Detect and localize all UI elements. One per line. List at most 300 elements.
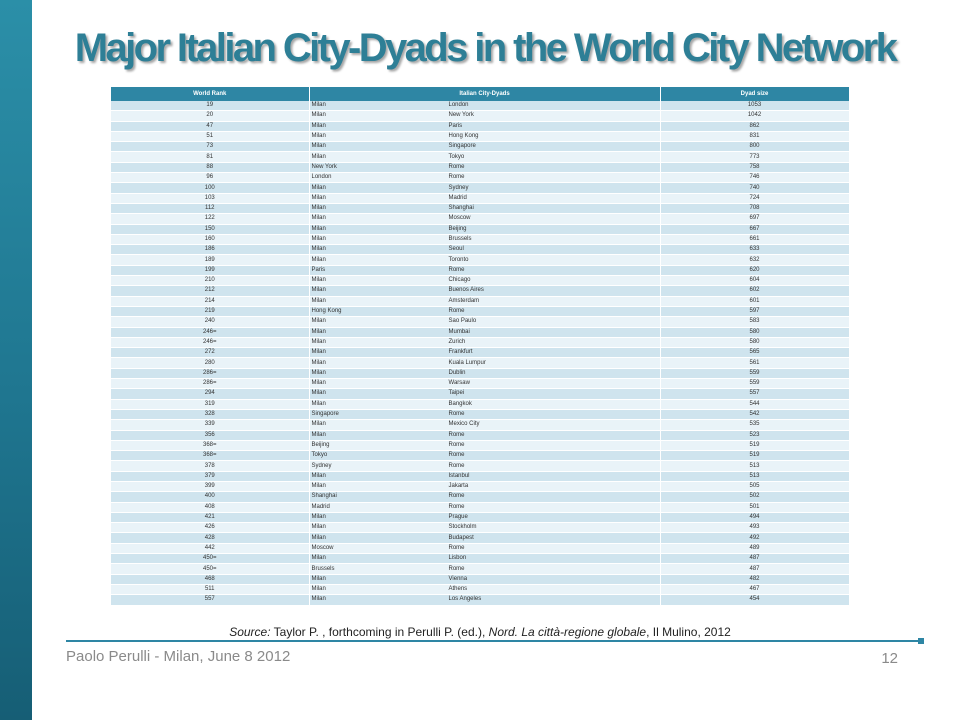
cell-dyad-size: 557 — [660, 389, 849, 399]
cell-city-1: Milan — [311, 514, 326, 521]
cell-dyad-pair — [309, 471, 660, 481]
table-row — [111, 348, 849, 358]
cell-world-rank: 81 — [111, 152, 309, 162]
cell-city-2: Warsaw — [448, 380, 470, 387]
cell-world-rank: 103 — [111, 193, 309, 203]
cell-city-1: Brussels — [311, 565, 335, 572]
cell-world-rank: 319 — [111, 399, 309, 409]
cell-city-2: Stockholm — [448, 524, 477, 531]
footer-author-date: Paolo Perulli - Milan, June 8 2012 — [66, 648, 291, 665]
cell-city-1: Hong Kong — [311, 308, 342, 315]
cell-dyad-pair — [309, 543, 660, 553]
footer-divider — [66, 640, 920, 642]
cell-city-2: Rome — [448, 174, 465, 181]
cell-city-2: New York — [448, 112, 474, 119]
cell-world-rank: 286= — [111, 379, 309, 389]
cell-dyad-pair — [309, 440, 660, 450]
cell-dyad-pair — [309, 574, 660, 584]
cell-world-rank: 212 — [111, 286, 309, 296]
table-row — [111, 430, 849, 440]
table-row — [111, 389, 849, 399]
cell-dyad-size: 580 — [660, 327, 849, 337]
cell-city-1: Milan — [311, 400, 326, 407]
cell-city-2: Mumbai — [448, 328, 470, 335]
cell-world-rank: 160 — [111, 234, 309, 244]
cell-world-rank: 47 — [111, 121, 309, 131]
cell-dyad-size: 583 — [660, 317, 849, 327]
cell-city-1: Beijing — [311, 441, 330, 448]
cell-world-rank: 122 — [111, 214, 309, 224]
cell-dyad-size: 523 — [660, 430, 849, 440]
cell-dyad-pair — [309, 512, 660, 522]
cell-dyad-pair — [309, 296, 660, 306]
source-citation — [40, 625, 920, 639]
table-row — [111, 152, 849, 162]
cell-city-2: Rome — [448, 411, 465, 418]
cell-world-rank: 379 — [111, 471, 309, 481]
cell-city-1: Milan — [311, 359, 326, 366]
cell-dyad-size: 620 — [660, 265, 849, 275]
cell-dyad-size: 559 — [660, 379, 849, 389]
cell-city-2: Frankfurt — [448, 349, 473, 356]
table-row — [111, 543, 849, 553]
cell-city-2: Rome — [448, 163, 465, 170]
cell-city-1: Milan — [311, 483, 326, 490]
cell-city-2: Taipei — [448, 390, 465, 397]
cell-dyad-pair — [309, 523, 660, 533]
cell-dyad-size: 773 — [660, 152, 849, 162]
cell-dyad-size: 467 — [660, 584, 849, 594]
cell-city-2: Mexico City — [448, 421, 480, 428]
cell-city-2: Tokyo — [448, 153, 465, 160]
cell-world-rank: 51 — [111, 131, 309, 141]
cell-dyad-size: 487 — [660, 564, 849, 574]
table-row — [111, 265, 849, 275]
cell-city-2: Rome — [448, 503, 465, 510]
cell-city-1: Milan — [311, 133, 326, 140]
cell-dyad-size: 489 — [660, 543, 849, 553]
cell-dyad-size: 487 — [660, 554, 849, 564]
cell-dyad-pair — [309, 533, 660, 543]
cell-dyad-pair — [309, 554, 660, 564]
cell-city-1: Milan — [311, 555, 326, 562]
cell-city-1: Milan — [311, 287, 326, 294]
cell-dyad-pair — [309, 584, 660, 594]
cell-dyad-pair — [309, 327, 660, 337]
table-row — [111, 574, 849, 584]
cell-dyad-pair — [309, 595, 660, 605]
cell-dyad-pair — [309, 162, 660, 172]
cell-city-1: Milan — [311, 184, 326, 191]
cell-city-1: Tokyo — [311, 452, 328, 459]
cell-world-rank: 219 — [111, 306, 309, 316]
table-row — [111, 234, 849, 244]
cell-world-rank: 511 — [111, 584, 309, 594]
cell-dyad-size: 494 — [660, 512, 849, 522]
cell-city-1: Milan — [311, 338, 326, 345]
table-row — [111, 224, 849, 234]
cell-dyad-pair — [309, 234, 660, 244]
cell-city-2: Shanghai — [448, 205, 474, 212]
cell-world-rank: 189 — [111, 255, 309, 265]
cell-city-1: Milan — [311, 153, 326, 160]
cell-dyad-pair — [309, 337, 660, 347]
cell-world-rank: 19 — [111, 101, 309, 111]
cell-city-2: Rome — [448, 266, 465, 273]
table-row — [111, 245, 849, 255]
cell-city-1: Milan — [311, 390, 326, 397]
cell-city-2: Sydney — [448, 184, 469, 191]
cell-city-2: Kuala Lumpur — [448, 359, 486, 366]
cell-world-rank: 442 — [111, 543, 309, 553]
cell-dyad-size: 661 — [660, 234, 849, 244]
cell-dyad-pair — [309, 564, 660, 574]
cell-dyad-pair — [309, 409, 660, 419]
cell-dyad-pair — [309, 358, 660, 368]
cell-city-2: Singapore — [448, 143, 476, 150]
table-row — [111, 131, 849, 141]
table-row — [111, 492, 849, 502]
table-row — [111, 399, 849, 409]
cell-world-rank: 199 — [111, 265, 309, 275]
table-row — [111, 317, 849, 327]
table-row — [111, 162, 849, 172]
slide-title: Major Italian City-Dyads in the World City Network — [74, 26, 896, 70]
cell-dyad-pair — [309, 481, 660, 491]
cell-dyad-pair — [309, 389, 660, 399]
cell-city-1: Milan — [311, 297, 326, 304]
cell-city-2: Bangkok — [448, 400, 472, 407]
cell-world-rank: 246= — [111, 327, 309, 337]
cell-dyad-pair — [309, 214, 660, 224]
cell-city-2: Amsterdam — [448, 297, 480, 304]
cell-city-2: Hong Kong — [448, 133, 479, 140]
cell-city-1: Milan — [311, 534, 326, 541]
cell-dyad-pair — [309, 265, 660, 275]
cell-city-2: Moscow — [448, 215, 471, 222]
cell-dyad-pair — [309, 101, 660, 111]
table-row — [111, 420, 849, 430]
cell-world-rank: 100 — [111, 183, 309, 193]
cell-dyad-pair — [309, 368, 660, 378]
table-row — [111, 111, 849, 121]
cell-world-rank: 450= — [111, 564, 309, 574]
cell-dyad-pair — [309, 430, 660, 440]
source-book-title: Nord. La città-regione globale — [488, 625, 647, 639]
cell-city-1: Milan — [311, 431, 326, 438]
cell-dyad-size: 580 — [660, 337, 849, 347]
cell-dyad-size: 831 — [660, 131, 849, 141]
cell-world-rank: 272 — [111, 348, 309, 358]
source-text-after: , Il Mulino, 2012 — [646, 625, 731, 639]
cell-city-1: Paris — [311, 266, 326, 273]
cell-city-2: Toronto — [448, 256, 469, 263]
cell-city-1: Moscow — [311, 544, 334, 551]
cell-dyad-size: 601 — [660, 296, 849, 306]
cell-city-1: Milan — [311, 215, 326, 222]
cell-dyad-pair — [309, 461, 660, 471]
table-row — [111, 512, 849, 522]
cell-dyad-pair — [309, 224, 660, 234]
table-row — [111, 409, 849, 419]
table-row — [111, 142, 849, 152]
page-number: 12 — [881, 650, 898, 667]
cell-city-2: Rome — [448, 565, 465, 572]
table-row — [111, 203, 849, 213]
cell-dyad-pair — [309, 451, 660, 461]
cell-city-2: Istanbul — [448, 472, 470, 479]
table-row — [111, 121, 849, 131]
cell-city-2: Rome — [448, 462, 465, 469]
header-city-dyads: Italian City-Dyads — [309, 87, 660, 101]
cell-dyad-size: 505 — [660, 481, 849, 491]
cell-world-rank: 356 — [111, 430, 309, 440]
cell-city-1: Milan — [311, 122, 326, 129]
cell-world-rank: 368= — [111, 451, 309, 461]
table-row — [111, 306, 849, 316]
cell-dyad-pair — [309, 245, 660, 255]
cell-dyad-pair — [309, 420, 660, 430]
cell-world-rank: 20 — [111, 111, 309, 121]
cell-world-rank: 399 — [111, 481, 309, 491]
cell-dyad-pair — [309, 286, 660, 296]
header-world-rank: World Rank — [111, 87, 309, 101]
cell-city-1: Milan — [311, 246, 326, 253]
table-row — [111, 183, 849, 193]
cell-dyad-pair — [309, 203, 660, 213]
cell-dyad-size: 633 — [660, 245, 849, 255]
cell-dyad-size: 492 — [660, 533, 849, 543]
cell-dyad-size: 513 — [660, 461, 849, 471]
cell-city-1: Milan — [311, 112, 326, 119]
cell-dyad-size: 482 — [660, 574, 849, 584]
cell-city-2: Chicago — [448, 277, 471, 284]
table-row — [111, 451, 849, 461]
dyads-table-container — [111, 87, 849, 606]
cell-world-rank: 246= — [111, 337, 309, 347]
table-row — [111, 379, 849, 389]
cell-dyad-size: 708 — [660, 203, 849, 213]
cell-city-2: Rome — [448, 493, 465, 500]
cell-city-2: Seoul — [448, 246, 464, 253]
table-row — [111, 440, 849, 450]
cell-city-2: Jakarta — [448, 483, 469, 490]
cell-city-1: Milan — [311, 277, 326, 284]
table-row — [111, 584, 849, 594]
table-row — [111, 481, 849, 491]
cell-dyad-pair — [309, 142, 660, 152]
table-row — [111, 214, 849, 224]
cell-dyad-size: 746 — [660, 173, 849, 183]
cell-dyad-size: 862 — [660, 121, 849, 131]
table-row — [111, 461, 849, 471]
cell-dyad-size: 454 — [660, 595, 849, 605]
cell-dyad-size: 597 — [660, 306, 849, 316]
table-row — [111, 368, 849, 378]
cell-city-1: Milan — [311, 225, 326, 232]
cell-dyad-pair — [309, 193, 660, 203]
cell-city-2: Paris — [448, 122, 463, 129]
cell-dyad-pair — [309, 348, 660, 358]
cell-world-rank: 150 — [111, 224, 309, 234]
cell-dyad-size: 758 — [660, 162, 849, 172]
table-body — [111, 101, 849, 605]
cell-world-rank: 450= — [111, 554, 309, 564]
cell-city-1: Milan — [311, 369, 326, 376]
cell-city-1: Milan — [311, 143, 326, 150]
cell-dyad-size: 519 — [660, 440, 849, 450]
cell-world-rank: 408 — [111, 502, 309, 512]
cell-city-2: Athens — [448, 586, 468, 593]
cell-dyad-size: 604 — [660, 276, 849, 286]
cell-dyad-pair — [309, 306, 660, 316]
cell-city-2: Prague — [448, 514, 468, 521]
cell-dyad-size: 697 — [660, 214, 849, 224]
left-accent-bar — [0, 0, 32, 720]
cell-dyad-pair — [309, 131, 660, 141]
cell-city-1: Milan — [311, 194, 326, 201]
cell-city-1: Milan — [311, 318, 326, 325]
table-row — [111, 595, 849, 605]
table-row — [111, 564, 849, 574]
cell-world-rank: 186 — [111, 245, 309, 255]
cell-city-1: Milan — [311, 205, 326, 212]
cell-dyad-pair — [309, 276, 660, 286]
cell-dyad-size: 535 — [660, 420, 849, 430]
cell-dyad-size: 561 — [660, 358, 849, 368]
cell-dyad-pair — [309, 317, 660, 327]
cell-city-2: London — [448, 102, 469, 109]
cell-city-1: Singapore — [311, 411, 339, 418]
table-row — [111, 327, 849, 337]
table-row — [111, 276, 849, 286]
cell-dyad-pair — [309, 399, 660, 409]
cell-city-2: Rome — [448, 431, 465, 438]
cell-city-2: Rome — [448, 308, 465, 315]
cell-city-1: Milan — [311, 575, 326, 582]
cell-dyad-pair — [309, 492, 660, 502]
cell-dyad-size: 1042 — [660, 111, 849, 121]
table-header-row — [111, 87, 849, 101]
cell-world-rank: 368= — [111, 440, 309, 450]
cell-city-1: Milan — [311, 421, 326, 428]
cell-dyad-pair — [309, 111, 660, 121]
table-row — [111, 502, 849, 512]
cell-world-rank: 286= — [111, 368, 309, 378]
cell-city-1: New York — [311, 163, 337, 170]
cell-city-1: Milan — [311, 472, 326, 479]
table-row — [111, 358, 849, 368]
cell-city-1: Milan — [311, 328, 326, 335]
dyads-table — [111, 87, 850, 606]
cell-city-2: Buenos Aires — [448, 287, 484, 294]
cell-city-1: Milan — [311, 349, 326, 356]
cell-dyad-pair — [309, 121, 660, 131]
cell-dyad-pair — [309, 173, 660, 183]
cell-dyad-size: 740 — [660, 183, 849, 193]
cell-world-rank: 96 — [111, 173, 309, 183]
cell-city-2: Sao Paulo — [448, 318, 477, 325]
cell-world-rank: 428 — [111, 533, 309, 543]
table-row — [111, 337, 849, 347]
cell-dyad-size: 724 — [660, 193, 849, 203]
cell-dyad-pair — [309, 183, 660, 193]
cell-dyad-size: 542 — [660, 409, 849, 419]
table-row — [111, 173, 849, 183]
table-row — [111, 296, 849, 306]
cell-city-2: Dublin — [448, 369, 466, 376]
cell-world-rank: 426 — [111, 523, 309, 533]
source-text-before: Taylor P. , forthcoming in Perulli P. (ed.), — [270, 625, 489, 639]
table-row — [111, 554, 849, 564]
cell-world-rank: 400 — [111, 492, 309, 502]
cell-world-rank: 294 — [111, 389, 309, 399]
table-row — [111, 533, 849, 543]
cell-world-rank: 280 — [111, 358, 309, 368]
cell-dyad-size: 513 — [660, 471, 849, 481]
table-row — [111, 193, 849, 203]
cell-city-2: Madrid — [448, 194, 467, 201]
cell-dyad-pair — [309, 502, 660, 512]
cell-dyad-size: 565 — [660, 348, 849, 358]
cell-city-2: Rome — [448, 441, 465, 448]
cell-city-1: Milan — [311, 256, 326, 263]
cell-city-1: Milan — [311, 102, 326, 109]
cell-city-1: London — [311, 174, 332, 181]
cell-world-rank: 468 — [111, 574, 309, 584]
cell-city-2: Lisbon — [448, 555, 467, 562]
cell-city-1: Milan — [311, 586, 326, 593]
cell-world-rank: 378 — [111, 461, 309, 471]
cell-city-1: Milan — [311, 524, 326, 531]
cell-dyad-size: 544 — [660, 399, 849, 409]
cell-city-1: Milan — [311, 596, 326, 603]
table-row — [111, 471, 849, 481]
cell-world-rank: 112 — [111, 203, 309, 213]
cell-world-rank: 240 — [111, 317, 309, 327]
cell-city-2: Zurich — [448, 338, 466, 345]
cell-city-2: Rome — [448, 452, 465, 459]
source-label: Source: — [229, 625, 271, 639]
cell-city-2: Beijing — [448, 225, 467, 232]
cell-dyad-size: 800 — [660, 142, 849, 152]
table-row — [111, 101, 849, 111]
cell-dyad-size: 519 — [660, 451, 849, 461]
cell-city-1: Madrid — [311, 503, 330, 510]
cell-dyad-size: 602 — [660, 286, 849, 296]
cell-city-2: Los Angeles — [448, 596, 482, 603]
cell-dyad-size: 632 — [660, 255, 849, 265]
cell-city-1: Milan — [311, 236, 326, 242]
cell-dyad-size: 667 — [660, 224, 849, 234]
cell-dyad-pair — [309, 255, 660, 265]
cell-dyad-size: 502 — [660, 492, 849, 502]
cell-dyad-size: 493 — [660, 523, 849, 533]
cell-world-rank: 88 — [111, 162, 309, 172]
cell-dyad-size: 559 — [660, 368, 849, 378]
table-row — [111, 523, 849, 533]
cell-world-rank: 210 — [111, 276, 309, 286]
cell-city-2: Brussels — [448, 236, 472, 242]
cell-dyad-pair — [309, 379, 660, 389]
cell-city-1: Sydney — [311, 462, 332, 469]
cell-city-2: Vienna — [448, 575, 468, 582]
cell-city-2: Budapest — [448, 534, 474, 541]
table-row — [111, 286, 849, 296]
cell-world-rank: 214 — [111, 296, 309, 306]
cell-world-rank: 557 — [111, 595, 309, 605]
cell-world-rank: 73 — [111, 142, 309, 152]
